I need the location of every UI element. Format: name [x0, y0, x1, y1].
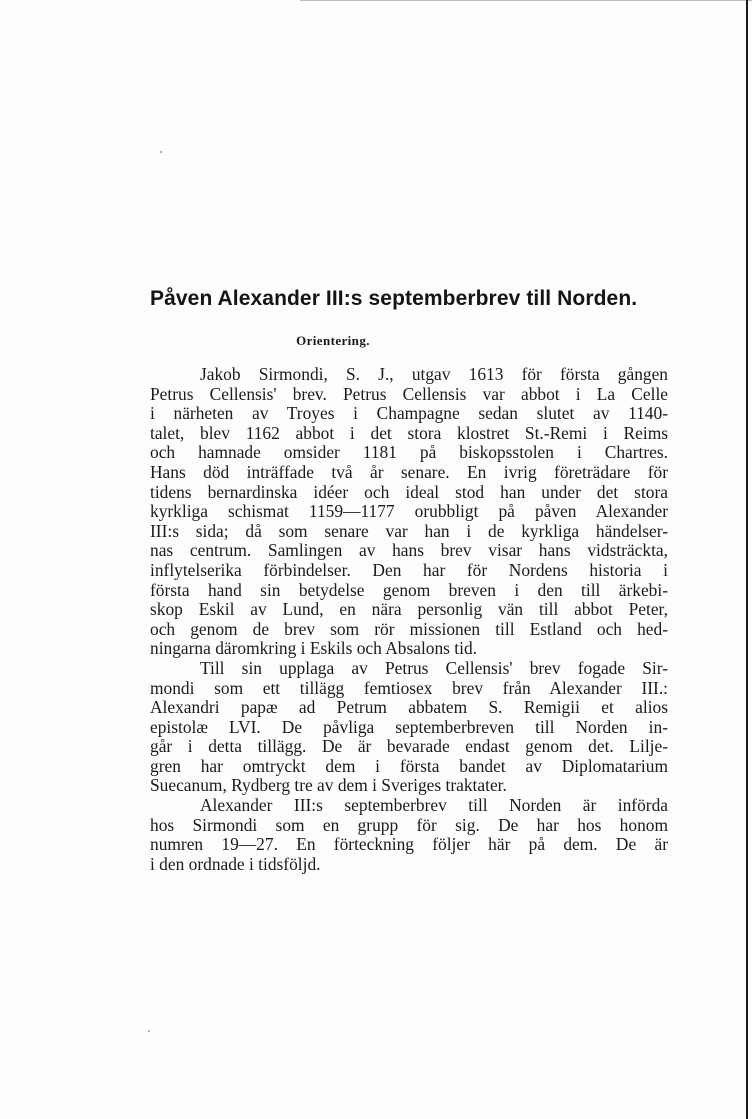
- section-subtitle: Orientering.: [296, 333, 370, 348]
- text-line: tidens bernardinska idéer och ideal stod han under det stora: [150, 481, 668, 502]
- text-line: talet, blev 1162 abbot i det stora klostret St.-Remi i Reims: [150, 422, 668, 443]
- text-line: kyrkliga schismat 1159—1177 orubbligt på påven Alexander: [150, 501, 668, 522]
- text-line: och genom de brev som rör missionen till Estland och hed-: [150, 618, 668, 639]
- text-line: hos Sirmondi som en grupp för sig. De har hos honom: [150, 814, 668, 835]
- text-line: ningarna däromkring i Eskils och Absalons tid.: [150, 638, 477, 659]
- text-line: mondi som ett tillägg femtiosex brev från Alexander III.:: [150, 677, 668, 698]
- text-line: skop Eskil av Lund, en nära personlig vän till abbot Peter,: [150, 599, 668, 620]
- text-line: gren har omtryckt dem i första bandet av Diplomatarium: [150, 755, 668, 776]
- paper-speck: [148, 1030, 150, 1032]
- text-line: i den ordnade i tidsföljd.: [150, 853, 321, 874]
- text-line: i närheten av Troyes i Champagne sedan slutet av 1140-: [150, 403, 668, 424]
- text-line: III:s sida; då som senare var han i de kyrkliga händelser-: [150, 520, 668, 541]
- text-line: Petrus Cellensis' brev. Petrus Cellensis var abbot i La Celle: [150, 383, 668, 404]
- text-line: Till sin upplaga av Petrus Cellensis' brev fogade Sir-: [200, 657, 668, 678]
- text-line: Jakob Sirmondi, S. J., utgav 1613 för första gången: [200, 364, 668, 384]
- page-top-edge: [300, 0, 752, 1]
- text-line: nas centrum. Samlingen av hans brev visar hans vidsträckta,: [150, 540, 668, 561]
- page-right-edge: [746, 0, 748, 1119]
- body-text: [150, 365, 668, 874]
- text-line: går i detta tillägg. De är bevarade endast genom det. Lilje-: [150, 736, 668, 757]
- text-line: Hans död inträffade två år senare. En ivrig företrädare för: [150, 461, 668, 482]
- paper-speck: [160, 151, 162, 153]
- chapter-title: Påven Alexander III:s septemberbrev till Norden.: [150, 287, 638, 310]
- text-line: och hamnade omsider 1181 på biskopsstolen i Chartres.: [150, 442, 668, 463]
- text-line: Alexandri papæ ad Petrum abbatem S. Remigii et alios: [150, 697, 668, 718]
- text-line: inflytelserika förbindelser. Den har för Nordens historia i: [150, 559, 668, 580]
- text-line: epistolæ LVI. De påvliga septemberbreven till Norden in-: [150, 716, 668, 737]
- text-line: Alexander III:s septemberbrev till Norden är införda: [200, 795, 668, 816]
- text-line: numren 19—27. En förteckning följer här på dem. De är: [150, 834, 668, 855]
- text-line: första hand sin betydelse genom breven i den till ärkebi-: [150, 579, 668, 600]
- text-line: Suecanum, Rydberg tre av dem i Sveriges traktater.: [150, 775, 507, 796]
